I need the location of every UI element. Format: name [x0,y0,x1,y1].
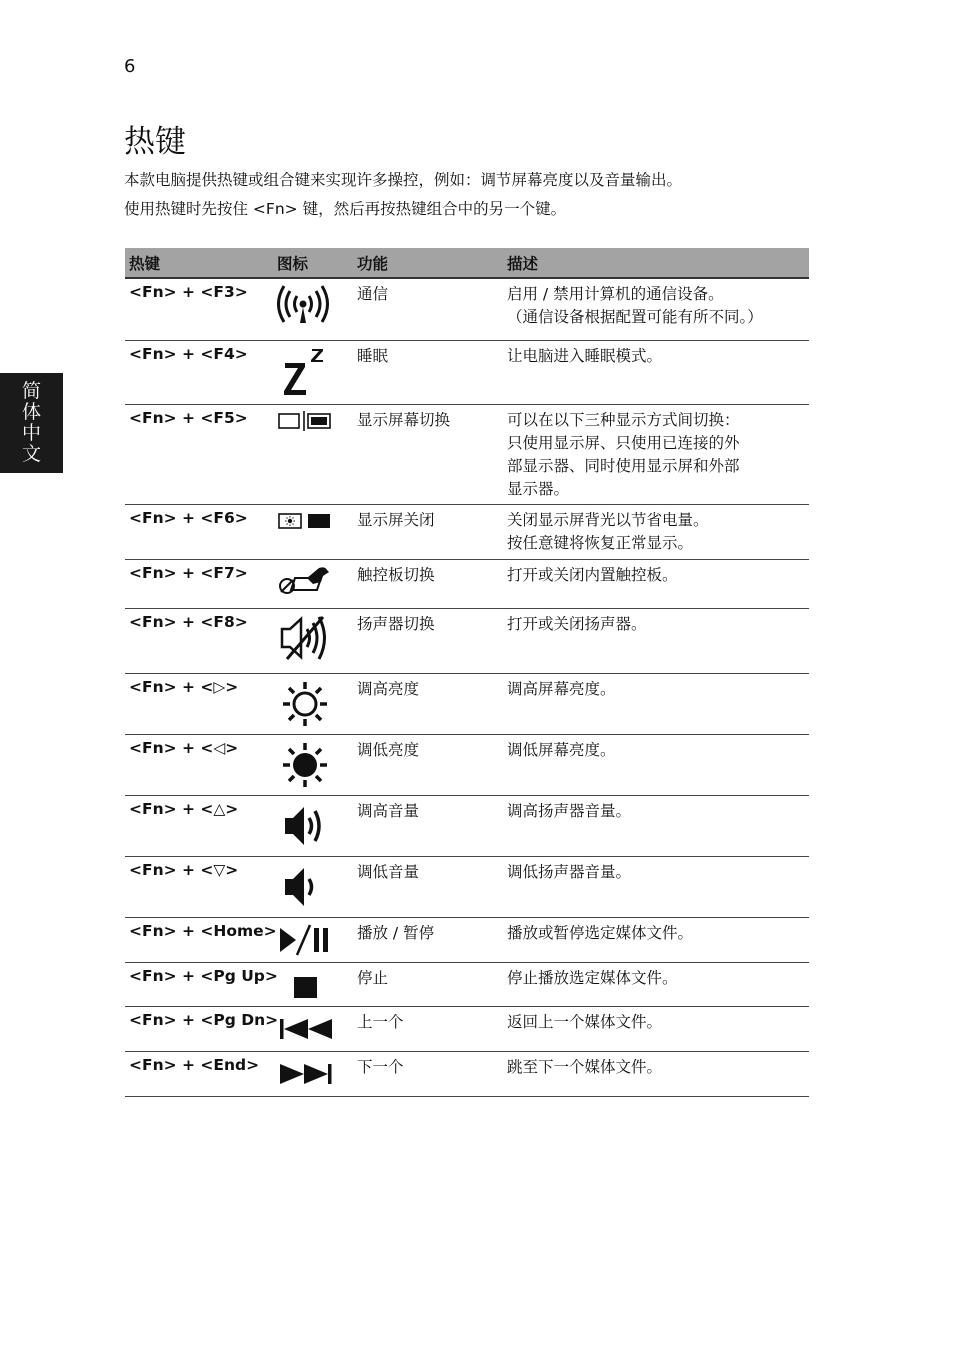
speaker-toggle-icon [277,613,337,663]
description-cell [503,917,809,962]
description-line: 调低屏幕亮度。 [507,740,616,759]
table-row [125,962,809,1006]
hotkey-cell: <Fn> + <◁> [125,734,273,795]
table-row [125,734,809,795]
play-pause-icon [277,922,337,958]
table-row [125,559,809,608]
intro-line: 本款电脑提供热键或组合键来实现许多操控，例如：调节屏幕亮度以及音量输出。 [124,171,683,189]
function-cell: 调低音量 [353,856,503,917]
function-cell: 睡眠 [353,340,503,404]
function-cell: 调低亮度 [353,734,503,795]
description-cell [503,404,809,504]
table-row [125,917,809,962]
description-line: 调低扬声器音量。 [507,862,632,881]
header-key: 热键 [125,248,273,278]
description-line: 让电脑进入睡眠模式。 [507,346,663,365]
description-cell [503,504,809,559]
hotkey-cell: <Fn> + <▽> [125,856,273,917]
icon-cell [273,856,353,917]
intro-text [124,166,682,224]
description-cell [503,795,809,856]
hotkey-cell: <Fn> + <Home> [125,917,273,962]
header-icon: 图标 [273,248,353,278]
hotkey-cell: <Fn> + <Pg Up> [125,962,273,1006]
icon-cell [273,673,353,734]
function-cell: 触控板切换 [353,559,503,608]
icon-cell [273,340,353,404]
page-title: 热键 [124,124,186,160]
table-row [125,1006,809,1051]
description-line: 按任意键将恢复正常显示。 [507,533,694,552]
icon-cell [273,404,353,504]
volume-up-icon [277,800,337,850]
description-cell [503,559,809,608]
description-line: 部显示器、同时使用显示屏和外部 [507,456,740,475]
description-line: 调高扬声器音量。 [507,801,632,820]
icon-cell [273,734,353,795]
description-cell [503,278,809,340]
function-cell: 扬声器切换 [353,608,503,673]
description-line: 返回上一个媒体文件。 [507,1012,663,1031]
table-row [125,1051,809,1096]
header-function: 功能 [353,248,503,278]
icon-cell [273,1006,353,1051]
description-cell [503,673,809,734]
description-line: 打开或关闭内置触控板。 [507,565,678,584]
side-tab-char: 中 [21,422,41,444]
brightness-up-icon [277,678,337,728]
table-row [125,608,809,673]
function-cell: 上一个 [353,1006,503,1051]
description-line: 显示器。 [507,479,570,498]
function-cell: 播放 / 暂停 [353,917,503,962]
description-cell [503,340,809,404]
table-row [125,404,809,504]
function-cell: 下一个 [353,1051,503,1096]
hotkey-table [125,248,809,1097]
page-number: 6 [124,56,136,77]
description-line: 只使用显示屏、只使用已连接的外 [507,433,740,452]
side-tab-char: 文 [21,443,41,465]
icon-cell [273,962,353,1006]
hotkey-cell: <Fn> + <End> [125,1051,273,1096]
description-line: 跳至下一个媒体文件。 [507,1057,663,1076]
table-header-row [125,248,809,278]
icon-cell [273,795,353,856]
description-line: 播放或暂停选定媒体文件。 [507,923,694,942]
sleep-icon [277,345,337,397]
description-cell [503,608,809,673]
description-cell [503,1051,809,1096]
description-cell [503,1006,809,1051]
header-description: 描述 [503,248,809,278]
hotkey-cell: <Fn> + <F5> [125,404,273,504]
description-line: 调高屏幕亮度。 [507,679,616,698]
description-line: 打开或关闭扬声器。 [507,614,647,633]
touchpad-toggle-icon [277,564,337,598]
function-cell: 显示屏幕切换 [353,404,503,504]
previous-track-icon [277,1011,337,1047]
table-row [125,340,809,404]
table-row [125,795,809,856]
hotkey-cell: <Fn> + <F8> [125,608,273,673]
hotkey-cell: <Fn> + <F3> [125,278,273,340]
hotkey-cell: <Fn> + <F4> [125,340,273,404]
table-row [125,856,809,917]
description-line: 启用 / 禁用计算机的通信设备。 [507,285,724,303]
description-cell [503,856,809,917]
function-cell: 调高音量 [353,795,503,856]
intro-line: 使用热键时先按住 <Fn> 键，然后再按热键组合中的另一个键。 [124,200,567,218]
function-cell: 停止 [353,962,503,1006]
hotkey-cell: <Fn> + <F7> [125,559,273,608]
function-cell: 显示屏关闭 [353,504,503,559]
table-row [125,504,809,559]
description-line: 可以在以下三种显示方式间切换： [507,410,740,429]
table-row [125,278,809,340]
language-side-tab [0,373,63,473]
stop-icon [277,967,337,1003]
display-toggle-icon [277,409,337,433]
icon-cell [273,559,353,608]
volume-down-icon [277,861,337,911]
side-tab-char: 体 [21,401,41,423]
hotkey-cell: <Fn> + <Pg Dn> [125,1006,273,1051]
table-row [125,673,809,734]
next-track-icon [277,1056,337,1092]
side-tab-char: 简 [21,380,41,402]
brightness-down-icon [277,739,337,789]
hotkey-cell: <Fn> + <△> [125,795,273,856]
description-cell [503,734,809,795]
function-cell: 调高亮度 [353,673,503,734]
description-line: 关闭显示屏背光以节省电量。 [507,510,709,529]
wireless-icon [277,283,337,331]
icon-cell [273,608,353,673]
hotkey-cell: <Fn> + <F6> [125,504,273,559]
hotkey-cell: <Fn> + <▷> [125,673,273,734]
icon-cell [273,917,353,962]
display-off-icon [277,509,337,533]
icon-cell [273,278,353,340]
function-cell: 通信 [353,278,503,340]
description-line: 停止播放选定媒体文件。 [507,968,678,987]
icon-cell [273,1051,353,1096]
description-cell [503,962,809,1006]
icon-cell [273,504,353,559]
description-line: （通信设备根据配置可能有所不同。） [507,308,763,326]
